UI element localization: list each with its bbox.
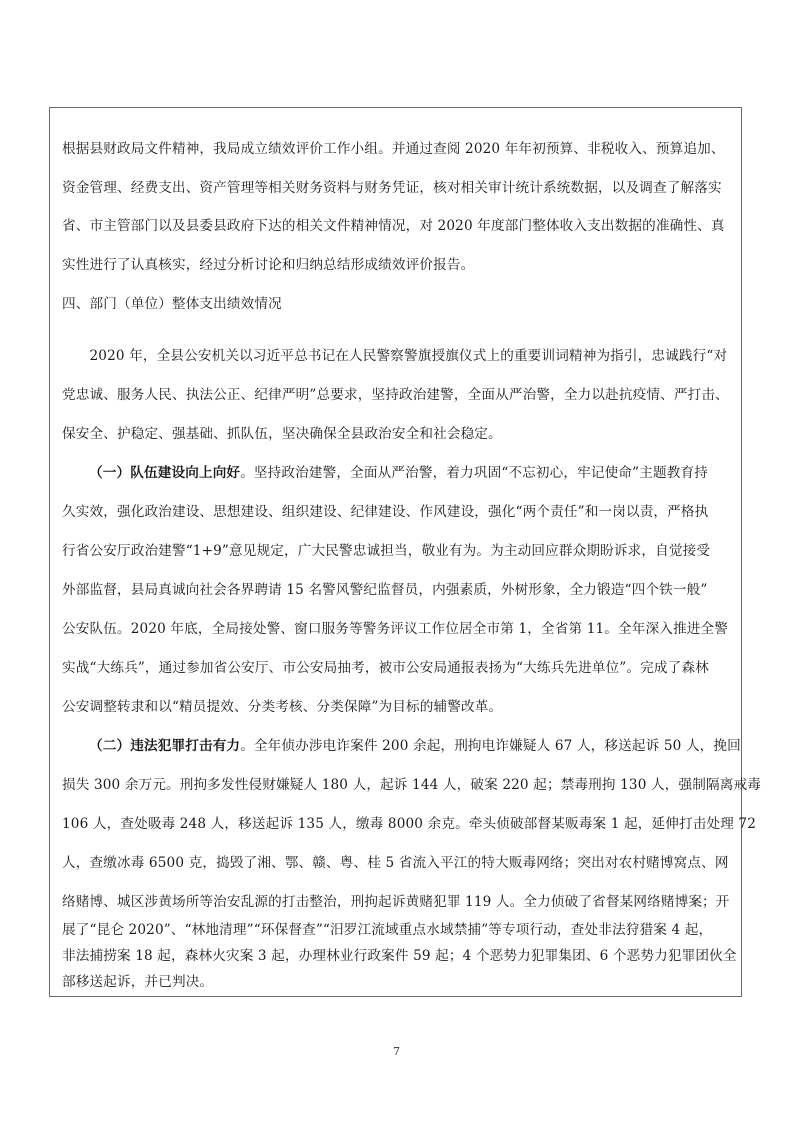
part1-title: （一）队伍建设向上向好 xyxy=(89,465,241,481)
part1-line: 外部监督，县局真诚向社会各界聘请 15 名警风警纪监督员，内强素质，外树形象，全力锻造“四个铁一般” xyxy=(62,582,708,598)
part1-line: 公安队伍。2020 年底，全局接处警、窗口服务等警务评议工作位居全市第 1，全省第 11。全年深入推进全警 xyxy=(62,621,728,637)
part1-line: 公安调整转隶和以“精员提效、分类考核、分类保障”为目标的辅警改革。 xyxy=(62,699,503,715)
part1-line: 久实效，强化政治建设、思想建设、组织建设、纪律建设、作风建设，强化“两个责任”和一岗以责，严格执 xyxy=(62,504,709,520)
part2-line: 损失 300 余万元。刑拘多发性侵财嫌疑人 180 人，起诉 144 人，破案 220 起；禁毒刑拘 130 人，强制隔离戒毒 xyxy=(62,777,761,793)
part2-line: 106 人，查处吸毒 248 人，移送起诉 135 人，缴毒 8000 余克。牵头侦破部督某贩毒案 1 起，延伸打击处理 72 xyxy=(62,816,757,832)
intro-line: 资金管理、经费支出、资产管理等相关财务资料与财务凭证，核对相关审计统计系统数据，以及调查了解落实 xyxy=(62,180,722,196)
page-number: 7 xyxy=(393,1045,400,1058)
part1-first-line xyxy=(62,463,732,483)
part2-line: 展了“昆仑 2020”、“林地清理”“环保督查”“汨罗江流域重点水域禁捕”等专项行动，查处非法狩猎案 4 起， xyxy=(62,922,713,938)
part2-text: 。全年侦办涉电诈案件 200 余起，刑拘电诈嫌疑人 67 人，移送起诉 50 人，挽回 xyxy=(240,738,741,754)
intro-line: 根据县财政局文件精神，我局成立绩效评价工作小组。并通过查阅 2020 年年初预算、非税收入、预算追加、 xyxy=(62,141,725,157)
summary-line: 党忠诚、服务人民、执法公正、纪律严明”总要求，坚持政治建警，全面从严治警，全力以赴抗疫情、严打击、 xyxy=(62,387,729,403)
part2-title: （二）违法犯罪打击有力 xyxy=(89,738,241,754)
part2-line: 络赌博、城区涉黄场所等治安乱源的打击整治，刑拘起诉黄赌犯罪 119 人。全力侦破了省督某网络赌博案；开 xyxy=(62,894,730,910)
part1-line: 实战“大练兵”，通过参加省公安厅、市公安局抽考，被市公安局通报表扬为“大练兵先进单位”。完成了森林 xyxy=(62,660,709,676)
intro-line: 省、市主管部门以及县委县政府下达的相关文件精神情况，对 2020 年度部门整体收入支出数据的准确性、真 xyxy=(62,218,725,234)
section-heading: 四、部门（单位）整体支出绩效情况 xyxy=(62,296,282,312)
part1-line: 行省公安厅政治建警“1+9”意见规定，广大民警忠诚担当，敬业有为。为主动回应群众期盼诉求，自觉接受 xyxy=(62,543,711,559)
summary-line: 保安全、护稳定、强基础、抓队伍，坚决确保全县政治安全和社会稳定。 xyxy=(62,426,502,442)
part2-first-line xyxy=(62,736,741,756)
intro-line: 实性进行了认真核实，经过分析讨论和归纳总结形成绩效评价报告。 xyxy=(62,257,475,273)
part2-line: 人，查缴冰毒 6500 克，捣毁了湘、鄂、赣、粤、桂 5 省流入平江的特大贩毒网络；突出对农村赌博窝点、网 xyxy=(62,855,729,871)
part2-line: 非法捕捞案 18 起，森林火灾案 3 起，办理林业行政案件 59 起；4 个恶势力犯罪集团、6 个恶势力犯罪团伙全 xyxy=(62,948,737,964)
summary-line: 2020 年，全县公安机关以习近平总书记在人民警察警旗授旗仪式上的重要训词精神为指引，忠诚践行“对 xyxy=(62,348,728,364)
part1-text: 。坚持政治建警，全面从严治警，着力巩固“不忘初心，牢记使命”主题教育持 xyxy=(240,465,708,481)
part2-line: 部移送起诉，并已判决。 xyxy=(62,974,214,990)
